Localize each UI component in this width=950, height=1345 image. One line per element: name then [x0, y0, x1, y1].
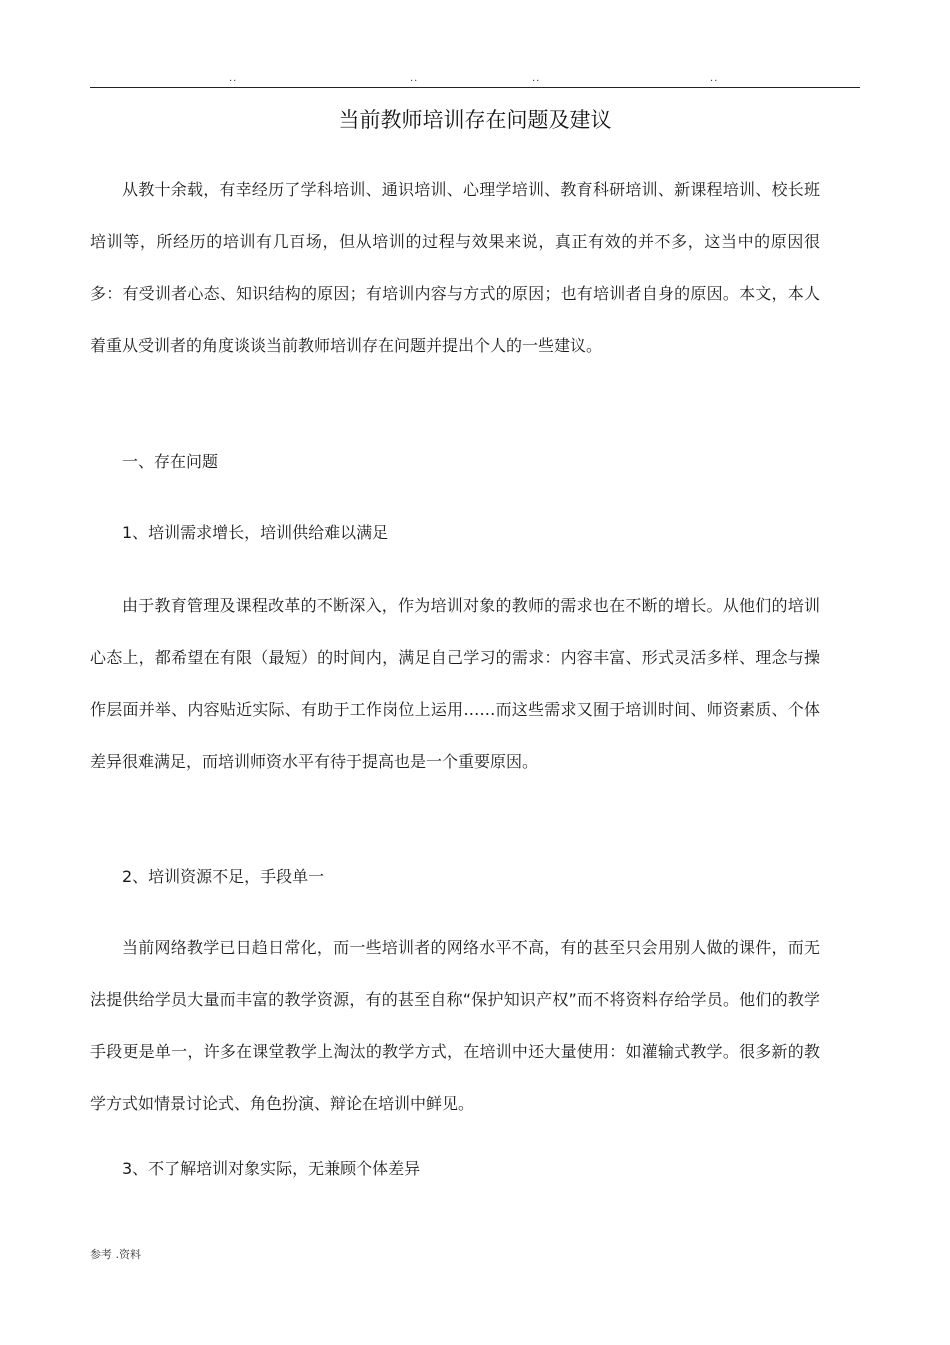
intro-paragraph: 从教十余载，有幸经历了学科培训、通识培训、心理学培训、教育科研培训、新课程培训、校长班培训等，所经历的培训有几百场，但从培训的过程与效果来说，真正有效的并不多，这当中的原因很多：有受训者心态、知识结构的原因；有培训内容与方式的原因；也有培训者自身的原因。本文，本人着重从受训者的角度谈谈当前教师培训存在问题并提出个人的一些建议。	[90, 180, 820, 355]
header-dot-1: ..	[229, 73, 238, 84]
header-dot-4: ..	[710, 73, 719, 84]
item-heading-2: 2、培训资源不足，手段单一	[122, 867, 325, 886]
item-heading-3: 3、不了解培训对象实际，无兼顾个体差异	[122, 1159, 421, 1178]
paragraph-item-2: 当前网络教学已日趋日常化，而一些培训者的网络水平不高，有的甚至只会用别人做的课件，而无法提供给学员大量而丰富的教学资源，有的甚至自称“保护知识产权”而不将资料存给学员。他们的教学手段更是单一，许多在课堂教学上淘汰的教学方式，在培训中还大量使用：如灌输式教学。很多新的教学方式如情景讨论式、角色扮演、辩论在培训中鲜见。	[90, 938, 820, 1113]
footer-text: 参考 .资料	[90, 1248, 141, 1261]
document-title: 当前教师培训存在问题及建议	[338, 108, 612, 132]
paragraph-item-1: 由于教育管理及课程改革的不断深入，作为培训对象的教师的需求也在不断的增长。从他们的培训心态上，都希望在有限（最短）的时间内，满足自己学习的需求：内容丰富、形式灵活多样、理念与操作层面并举、内容贴近实际、有助于工作岗位上运用……而这些需求又囿于培训时间、师资素质、个体差异很难满足，而培训师资水平有待于提高也是一个重要原因。	[90, 596, 820, 771]
header-rule	[90, 87, 860, 88]
header-dot-3: ..	[532, 73, 541, 84]
header-dot-2: ..	[410, 73, 419, 84]
item-heading-1: 1、培训需求增长，培训供给难以满足	[122, 523, 389, 542]
section-heading-problems: 一、存在问题	[122, 452, 219, 471]
